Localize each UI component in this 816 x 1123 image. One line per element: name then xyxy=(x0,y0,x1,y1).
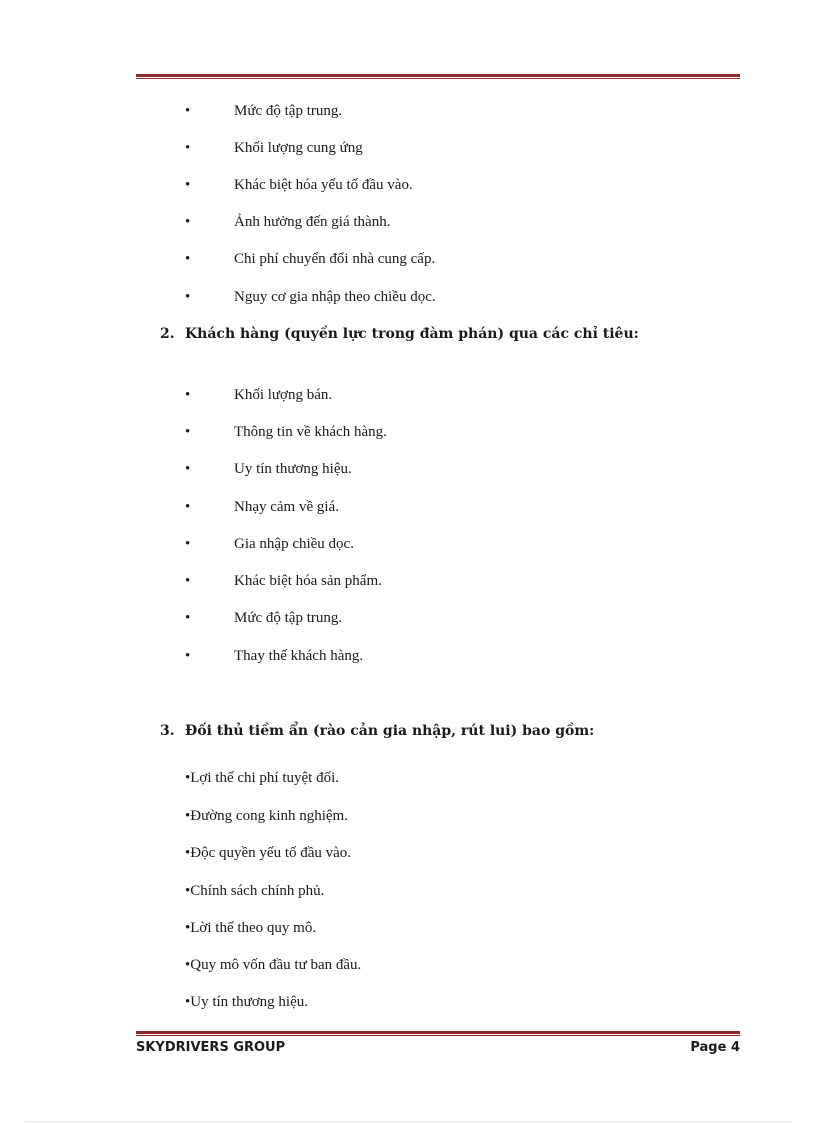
bullet-icon: • xyxy=(185,177,191,193)
bullet-icon: • xyxy=(185,610,191,626)
list-item: •Đường cong kinh nghiệm. xyxy=(185,808,348,824)
bullet-icon: • xyxy=(185,808,191,824)
header-rule xyxy=(136,74,740,79)
bullet-icon: • xyxy=(185,140,191,156)
bullet-icon: • xyxy=(185,573,191,589)
bullet-icon: • xyxy=(185,648,191,664)
list-item: •Độc quyền yếu tố đầu vào. xyxy=(185,845,352,861)
bullet-icon: • xyxy=(185,387,191,403)
bullet-icon: • xyxy=(185,424,191,440)
section2-title: Khách hàng (quyền lực trong đàm phán) qua các chỉ tiêu: xyxy=(185,326,639,342)
bullet-icon: • xyxy=(185,536,191,552)
list-item: •Lời thế theo quy mô. xyxy=(185,920,317,936)
bullet-icon: • xyxy=(185,214,191,230)
list-item: •Uy tín thương hiệu. xyxy=(185,994,308,1010)
bullet-icon: • xyxy=(185,103,191,119)
bullet-icon: • xyxy=(185,499,191,515)
list-item: •Quy mô vốn đầu tư ban đầu. xyxy=(185,957,362,973)
section2-number: 2. xyxy=(160,326,175,342)
page-edge xyxy=(24,1121,792,1122)
bullet-icon: • xyxy=(185,845,191,861)
section3-number: 3. xyxy=(160,723,175,739)
bullet-icon: • xyxy=(185,994,191,1010)
bullet-icon: • xyxy=(185,957,191,973)
bullet-icon: • xyxy=(185,883,191,899)
list-item: •Lợi thế chi phí tuyệt đối. xyxy=(185,770,340,786)
bullet-icon: • xyxy=(185,461,191,477)
bullet-icon: • xyxy=(185,920,191,936)
bullet-icon: • xyxy=(185,251,191,267)
footer-company: SKYDRIVERS GROUP xyxy=(136,1040,286,1055)
section3-heading xyxy=(160,721,594,741)
section3-title: Đối thủ tiềm ẩn (rào cản gia nhập, rút lui) bao gồm: xyxy=(185,723,595,739)
section2-heading xyxy=(160,324,639,344)
list-item: •Chính sách chính phủ. xyxy=(185,883,325,899)
footer-page-number: Page 4 xyxy=(690,1040,740,1055)
bullet-icon: • xyxy=(185,289,191,305)
footer-rule xyxy=(136,1031,740,1036)
bullet-icon: • xyxy=(185,770,191,786)
